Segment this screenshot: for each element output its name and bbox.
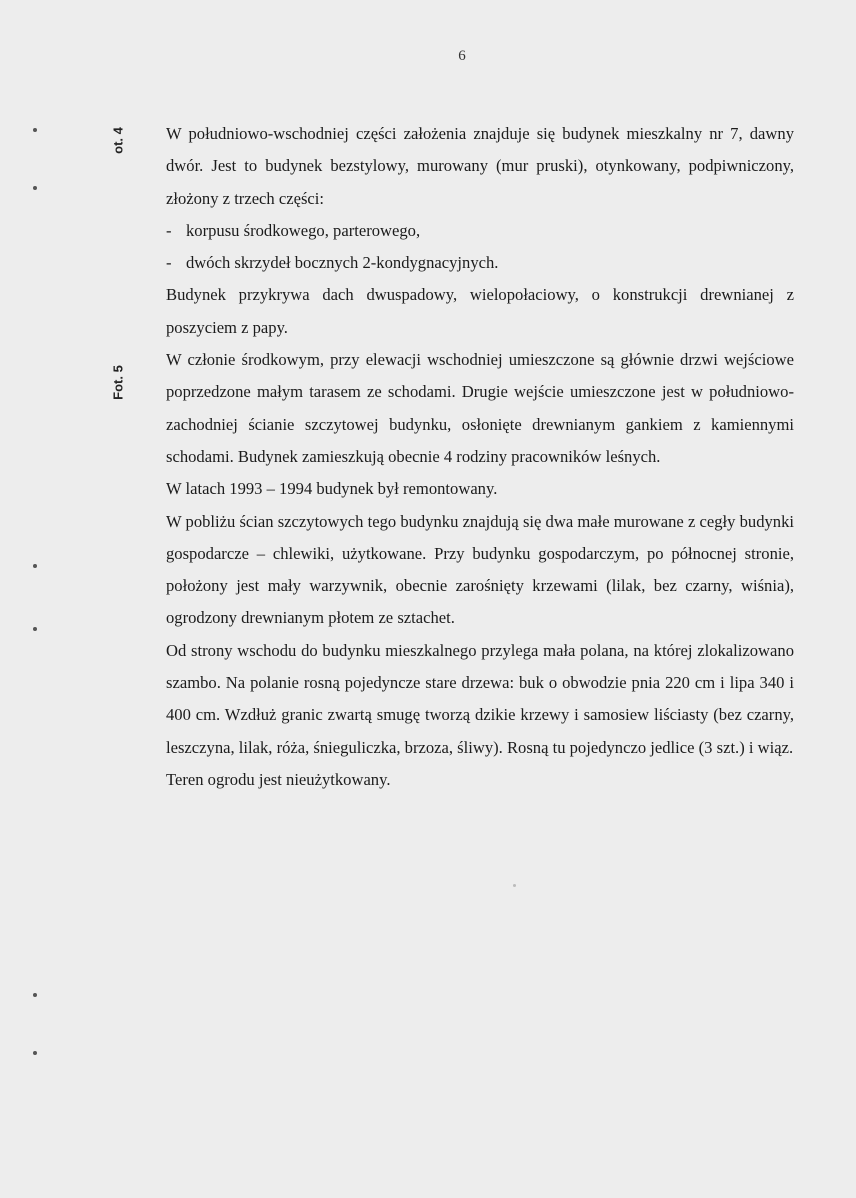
- bullet-dash: -: [166, 220, 172, 240]
- paragraph: Od strony wschodu do budynku mieszkalnego przylega mała polana, na której zlokalizowano szambo. Na polanie rosną pojedyncze stare drzewa: buk o obwodzie pnia 220 cm i lipa 340 i 400 cm. Wzdłuż granic zwartą smugę tworzą dzikie krzewy i samosiew liściasty (bez czarny, leszczyna, lilak, róża, śnieguliczka, brzoza, śliwy). Rosną tu pojedynczo jedlice (3 szt.) i wiąz.: [166, 640, 794, 757]
- list-item: [166, 215, 794, 247]
- paragraph: Teren ogrodu jest nieużytkowany.: [166, 769, 391, 789]
- binding-hole-mark: [33, 564, 37, 568]
- photo-reference-label: ot. 4: [110, 127, 126, 154]
- paragraph: W pobliżu ścian szczytowych tego budynku znajdują się dwa małe murowane z cegły budynki gospodarcze – chlewiki, użytkowane. Przy budynku gospodarczym, po północnej stronie, położony jest mały warzywnik, obecnie zarośnięty krzewami (lilak, bez czarny, wiśnia), ogrodzony drewnianym płotem ze sztachet.: [166, 511, 794, 628]
- binding-hole-mark: [33, 1051, 37, 1055]
- scan-speck: [513, 884, 516, 887]
- document-body: [166, 118, 794, 796]
- page-number: 6: [458, 48, 466, 64]
- list-item: [166, 247, 794, 279]
- list-item-text: dwóch skrzydeł bocznych 2-kondygnacyjnych.: [186, 253, 499, 273]
- paragraph: W członie środkowym, przy elewacji wschodniej umieszczone są głównie drzwi wejściowe poprzedzone małym tarasem ze schodami. Drugie wejście umieszczone jest w południowo-zachodniej ścianie szczytowej budynku, osłonięte drewnianym gankiem z kamiennymi schodami. Budynek zamieszkują obecnie 4 rodziny pracowników leśnych.: [166, 350, 794, 466]
- paragraph: W latach 1993 – 1994 budynek był remontowany.: [166, 479, 498, 499]
- paragraph: W południowo-wschodniej części założenia znajduje się budynek mieszkalny nr 7, dawny dwór. Jest to budynek bezstylowy, murowany (mur pruski), otynkowany, podpiwniczony, złożony z trzech części:: [166, 124, 794, 208]
- binding-hole-mark: [33, 993, 37, 997]
- binding-hole-mark: [33, 186, 37, 190]
- photo-reference-label: Fot. 5: [110, 365, 126, 400]
- bullet-dash: -: [166, 253, 172, 273]
- binding-hole-mark: [33, 627, 37, 631]
- binding-hole-mark: [33, 128, 37, 132]
- list-item-text: korpusu środkowego, parterowego,: [186, 220, 421, 240]
- paragraph: Budynek przykrywa dach dwuspadowy, wielopołaciowy, o konstrukcji drewnianej z poszyciem z papy.: [166, 285, 794, 337]
